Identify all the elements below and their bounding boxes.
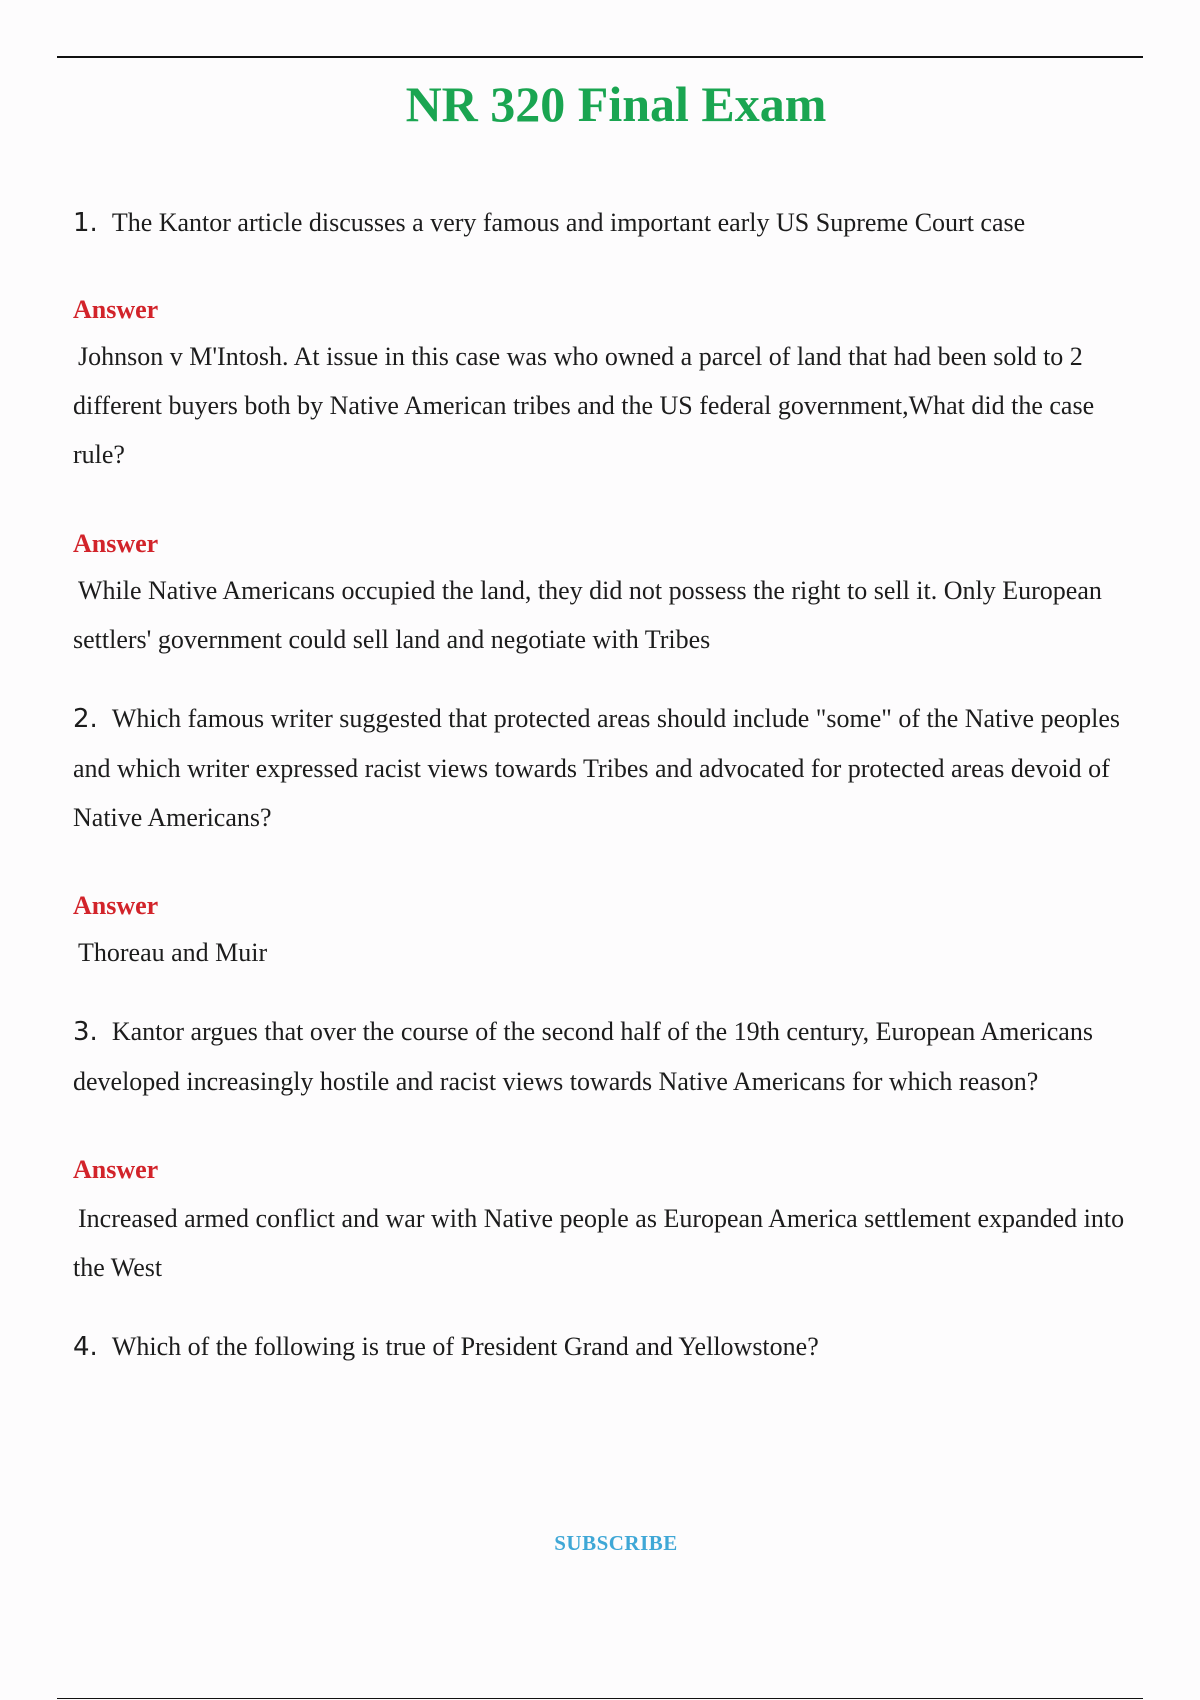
bottom-divider: [57, 1698, 1143, 1699]
question-3: [73, 1007, 1148, 1106]
answer-text: Thoreau and Muir: [78, 938, 268, 967]
question-text: The Kantor article discusses a very famous and important early US Supreme Court case: [111, 208, 1026, 237]
question-number: 3.: [73, 1017, 98, 1047]
answer-label: Answer: [73, 529, 159, 558]
answer-label: Answer: [73, 295, 159, 324]
exam-content: [73, 198, 1148, 1372]
question-1: [73, 198, 1148, 248]
question-text: Which of the following is true of President Grand and Yellowstone?: [111, 1332, 819, 1361]
subscribe-link[interactable]: SUBSCRIBE: [554, 1531, 678, 1555]
answer-label: Answer: [73, 1155, 159, 1184]
top-divider: [57, 56, 1143, 58]
question-text: Which famous writer suggested that protected areas should include "some" of the Native peoples and which writer expressed racist views towards Tribes and advocated for protected areas devoid of Native Americans?: [73, 704, 1121, 832]
question-number: 4.: [73, 1332, 98, 1362]
document-title: NR 320 Final Exam: [405, 76, 827, 132]
question-2: [73, 694, 1148, 842]
answer-label: Answer: [73, 891, 159, 920]
question-text: Kantor argues that over the course of the second half of the 19th century, European Americans developed increasingly hostile and racist views towards Native Americans for which reason?: [73, 1017, 1093, 1096]
question-number: 1.: [73, 208, 98, 238]
answer-text: Increased armed conflict and war with Native people as European America settlement expanded into the West: [73, 1204, 1125, 1282]
answer-text: Johnson v M'Intosh. At issue in this case was who owned a parcel of land that had been sold to 2 different buyers both by Native American tribes and the US federal government,What did the case rule?: [73, 342, 1095, 469]
question-4: [73, 1322, 1148, 1372]
question-number: 2.: [73, 704, 98, 734]
answer-text: While Native Americans occupied the land, they did not possess the right to sell it. Only European settlers' government could sell land and negotiate with Tribes: [73, 576, 1102, 654]
